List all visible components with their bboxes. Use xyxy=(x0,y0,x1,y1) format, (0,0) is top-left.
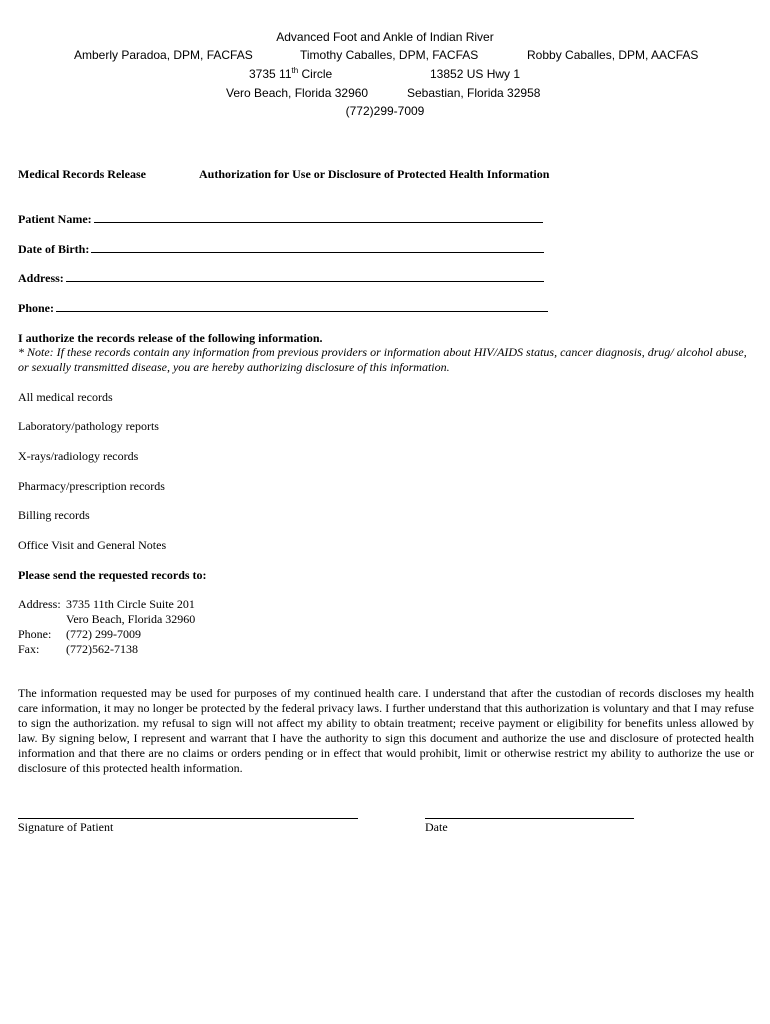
phone-line[interactable] xyxy=(56,300,548,312)
record-item: Laboratory/pathology reports xyxy=(18,419,159,433)
address-line[interactable] xyxy=(66,270,544,282)
phone-label: Phone: xyxy=(18,301,54,315)
dob-label: Date of Birth: xyxy=(18,242,90,256)
record-item: All medical records xyxy=(18,390,113,404)
send-fax-label: Fax: xyxy=(18,642,40,656)
address-label: Address: xyxy=(18,271,64,285)
practice-name: Advanced Foot and Ankle of Indian River xyxy=(276,30,494,44)
dob-field[interactable] xyxy=(18,241,544,257)
date-label: Date xyxy=(425,820,448,834)
send-phone-label: Phone: xyxy=(18,627,52,641)
record-item: Billing records xyxy=(18,508,90,522)
signature-label: Signature of Patient xyxy=(18,820,114,834)
authorize-note: * Note: If these records contain any information from previous providers or information about HIV/AIDS status, cancer diagnosis, drug/ alcohol abuse, or sexually transmitted disease, you are hereby authorizing disclosure of this information. xyxy=(18,345,747,374)
office-address-right: 13852 US Hwy 1 xyxy=(430,67,521,81)
office-city-left: Vero Beach, Florida 32960 xyxy=(226,86,369,100)
send-phone: (772) 299-7009 xyxy=(66,627,141,641)
patient-name-line[interactable] xyxy=(94,211,543,223)
dob-line[interactable] xyxy=(91,241,544,253)
date-line[interactable] xyxy=(425,818,634,819)
send-fax: (772)562-7138 xyxy=(66,642,138,656)
office-city-right: Sebastian, Florida 32958 xyxy=(407,86,541,100)
address-field[interactable] xyxy=(18,270,544,286)
form-left-title: Medical Records Release xyxy=(18,167,146,181)
send-address-label: Address: xyxy=(18,597,61,611)
doctor-2: Timothy Caballes, DPM, FACFAS xyxy=(300,48,479,62)
office-phone: (772)299-7009 xyxy=(345,104,425,118)
record-item: X-rays/radiology records xyxy=(18,449,139,463)
form-main-title: Authorization for Use or Disclosure of Protected Health Information xyxy=(199,167,550,181)
disclaimer-paragraph: The information requested may be used for purposes of my continued health care. I understand that after the custodian of records discloses my health care information, it may no longer be protected by the federal privacy laws. I further understand that this authorization is voluntary and that I may refuse to sign the authorization. my refusal to sign will not affect my ability to obtain treatment; receive payment or eligibility for benefits unless allowed by law. By signing below, I represent and warrant that I have the authority to sign this document and authorize the use and disclosure of protected health information and that there are no claims or orders pending or in effect that would prohibit, limit or otherwise restrict my ability to authorize the use or disclosure of this protected health information. xyxy=(18,686,754,775)
record-item: Pharmacy/prescription records xyxy=(18,479,165,493)
doctor-3: Robby Caballes, DPM, AACFAS xyxy=(527,48,699,62)
doctor-1: Amberly Paradoa, DPM, FACFAS xyxy=(74,48,253,62)
patient-name-label: Patient Name: xyxy=(18,212,92,226)
send-address-line1: 3735 11th Circle Suite 201 xyxy=(66,597,195,611)
phone-field[interactable] xyxy=(18,300,548,316)
record-item: Office Visit and General Notes xyxy=(18,538,167,552)
signature-line[interactable] xyxy=(18,818,358,819)
office-address-left: 3735 11th Circle xyxy=(249,66,333,81)
patient-name-field[interactable] xyxy=(18,211,543,227)
authorize-heading: I authorize the records release of the following information. xyxy=(18,331,323,345)
send-heading: Please send the requested records to: xyxy=(18,568,207,582)
send-address-line2: Vero Beach, Florida 32960 xyxy=(66,612,196,626)
